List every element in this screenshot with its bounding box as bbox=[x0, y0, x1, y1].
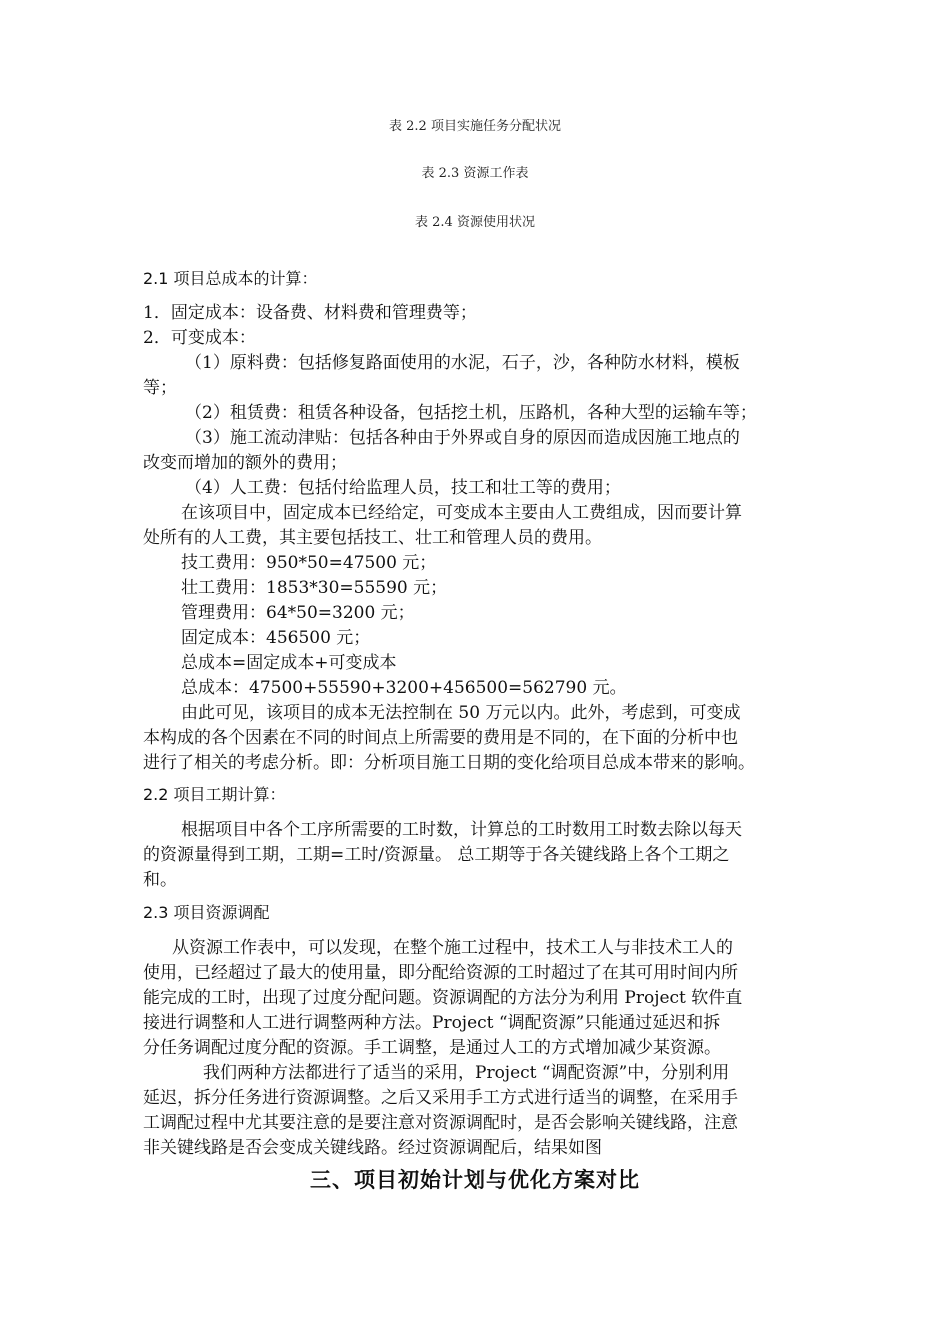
general-labor-cost: 壮工费用：1853*30=55590 元； bbox=[181, 578, 448, 598]
leveling-p2-line-4: 非关键线路是否会变成关键线路。经过资源调配后，结果如图 bbox=[143, 1138, 602, 1158]
leveling-p2-line-2: 延迟，拆分任务进行资源调整。之后又采用手工方式进行适当的调整，在采用手 bbox=[143, 1088, 738, 1108]
management-cost: 管理费用：64*50=3200 元； bbox=[181, 603, 415, 623]
section-2-3-heading: 2.3 项目资源调配 bbox=[143, 903, 270, 922]
raw-material-line-1: （1）原料费：包括修复路面使用的水泥，石子，沙，各种防水材料，模板 bbox=[185, 353, 740, 373]
leveling-p1-line-3: 能完成的工时，出现了过度分配问题。资源调配的方法分为利用 Project 软件直 bbox=[143, 988, 743, 1008]
rental-fee-line: （2）租赁费：租赁各种设备，包括挖土机，压路机，各种大型的运输车等； bbox=[185, 403, 757, 423]
conclusion-line-3: 进行了相关的考虑分析。即：分析项目施工日期的变化给项目总成本带来的影响。 bbox=[143, 753, 755, 773]
caption-table-2-3: 表 2.3 资源工作表 bbox=[421, 166, 529, 181]
leveling-p2-line-1: 我们两种方法都进行了适当的采用，Project “调配资源”中，分别利用 bbox=[203, 1063, 730, 1083]
fixed-cost-item: 1．固定成本：设备费、材料费和管理费等； bbox=[143, 303, 477, 323]
section-2-2-heading: 2.2 项目工期计算： bbox=[143, 785, 286, 804]
leveling-p1-line-2: 使用，已经超过了最大的使用量，即分配给资源的工时超过了在其可用时间内所 bbox=[143, 963, 738, 983]
duration-line-2: 的资源量得到工期，工期=工时/资源量。 总工期等于各关键线路上各个工期之 bbox=[143, 845, 730, 865]
leveling-p2-line-3: 工调配过程中尤其要注意的是要注意对资源调配时，是否会影响关键线路，注意 bbox=[143, 1113, 738, 1133]
duration-line-1: 根据项目中各个工序所需要的工时数，计算总的工时数用工时数去除以每天 bbox=[181, 820, 742, 840]
total-cost-calculation: 总成本：47500+55590+3200+456500=562790 元。 bbox=[181, 678, 627, 698]
duration-line-3: 和。 bbox=[143, 870, 177, 890]
caption-table-2-2: 表 2.2 项目实施任务分配状况 bbox=[389, 119, 561, 134]
fixed-cost-value: 固定成本：456500 元； bbox=[181, 628, 371, 648]
conclusion-line-2: 本构成的各个因素在不同的时间点上所需要的费用是不同的，在下面的分析中也 bbox=[143, 728, 738, 748]
total-cost-formula: 总成本=固定成本+可变成本 bbox=[181, 653, 397, 673]
section-2-1-heading: 2.1 项目总成本的计算： bbox=[143, 269, 318, 288]
variable-cost-item: 2．可变成本： bbox=[143, 328, 256, 348]
leveling-p1-line-1: 从资源工作表中，可以发现，在整个施工过程中，技术工人与非技术工人的 bbox=[172, 938, 733, 958]
caption-table-2-4: 表 2.4 资源使用状况 bbox=[415, 215, 535, 230]
allowance-line-1: （3）施工流动津贴：包括各种由于外界或自身的原因而造成因施工地点的 bbox=[185, 428, 740, 448]
skilled-labor-cost: 技工费用：950*50=47500 元； bbox=[181, 553, 437, 573]
raw-material-line-2: 等； bbox=[143, 378, 177, 398]
conclusion-line-1: 由此可见，该项目的成本无法控制在 50 万元以内。此外，考虑到，可变成 bbox=[181, 703, 741, 723]
chapter-3-title: 三、项目初始计划与优化方案对比 bbox=[310, 1168, 640, 1192]
allowance-line-2: 改变而增加的额外的费用； bbox=[143, 453, 347, 473]
labor-fee-line: （4）人工费：包括付给监理人员，技工和壮工等的费用； bbox=[185, 478, 621, 498]
cost-paragraph-line-2: 处所有的人工费，其主要包括技工、壮工和管理人员的费用。 bbox=[143, 528, 602, 548]
leveling-p1-line-5: 分任务调配过度分配的资源。手工调整，是通过人工的方式增加减少某资源。 bbox=[143, 1038, 721, 1058]
leveling-p1-line-4: 接进行调整和人工进行调整两种方法。Project “调配资源”只能通过延迟和拆 bbox=[143, 1013, 721, 1033]
cost-paragraph-line-1: 在该项目中，固定成本已经给定，可变成本主要由人工费组成，因而要计算 bbox=[181, 503, 742, 523]
